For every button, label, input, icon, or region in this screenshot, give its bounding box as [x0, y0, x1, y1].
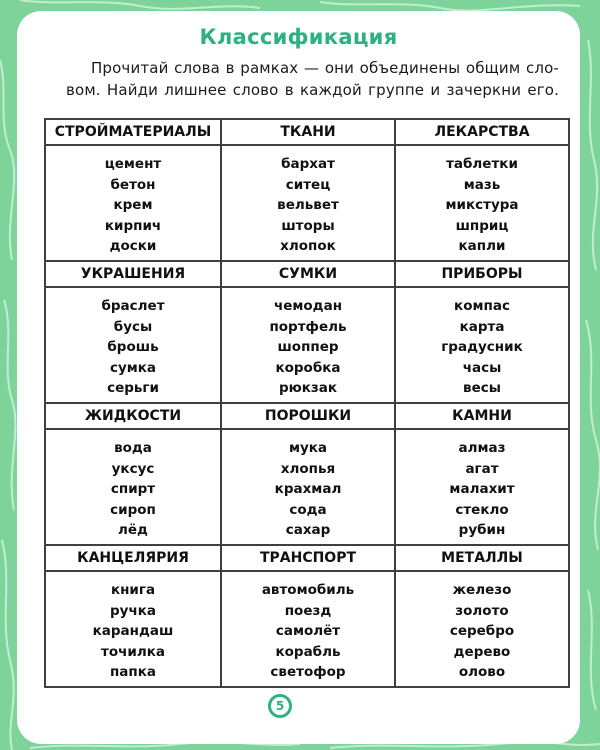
group-header: ЛЕКАРСТВА	[395, 119, 569, 145]
word-list	[395, 429, 569, 545]
word-item[interactable]: кирпич	[104, 217, 162, 234]
word-list	[221, 571, 395, 687]
word-item[interactable]: бусы	[113, 318, 153, 335]
word-item[interactable]: уксус	[111, 460, 155, 477]
header-row	[45, 261, 569, 287]
group-header: МЕТАЛЛЫ	[395, 545, 569, 571]
word-item[interactable]: малахит	[449, 481, 515, 497]
word-item[interactable]: спирт	[110, 481, 156, 497]
word-list	[395, 287, 569, 403]
word-item[interactable]: сода	[289, 501, 327, 518]
word-item[interactable]: крахмал	[274, 481, 342, 497]
word-item[interactable]: папка	[109, 664, 157, 680]
word-list	[221, 429, 395, 545]
classification-table	[44, 118, 570, 688]
word-item[interactable]: стекло	[455, 501, 509, 518]
word-item[interactable]: лёд	[118, 522, 148, 538]
page-title: Классификация	[199, 25, 398, 49]
group-header: СУМКИ	[221, 261, 395, 287]
words-row	[45, 429, 569, 545]
instruction-text	[66, 57, 559, 101]
word-list	[45, 571, 221, 687]
word-list	[221, 287, 395, 403]
group-header: ПРИБОРЫ	[395, 261, 569, 287]
word-item[interactable]: корабль	[275, 643, 341, 660]
word-item[interactable]: чемодан	[273, 298, 343, 314]
word-item[interactable]: сироп	[110, 501, 156, 518]
word-list	[221, 145, 395, 261]
word-item[interactable]: светофор	[270, 664, 346, 680]
word-item[interactable]: дерево	[453, 643, 511, 660]
word-item[interactable]: вельвет	[277, 197, 339, 213]
word-item[interactable]: весы	[463, 380, 501, 396]
word-item[interactable]: цемент	[104, 156, 162, 172]
word-item[interactable]: хлопья	[280, 460, 336, 477]
word-item[interactable]: шприц	[455, 217, 509, 234]
group-header: УКРАШЕНИЯ	[45, 261, 221, 287]
word-item[interactable]: портфель	[269, 318, 347, 335]
word-list	[45, 145, 221, 261]
word-item[interactable]: золото	[455, 602, 509, 619]
word-item[interactable]: точилка	[101, 643, 165, 660]
group-header: ЖИДКОСТИ	[45, 403, 221, 429]
word-item[interactable]: рюкзак	[278, 380, 338, 396]
word-item[interactable]: мука	[288, 440, 328, 456]
word-item[interactable]: сумка	[109, 359, 157, 376]
word-list	[45, 429, 221, 545]
instruction-line-1: Прочитай слова в рамках — они объединены общим сло-	[91, 59, 559, 77]
word-item[interactable]: градусник	[441, 339, 523, 355]
word-list	[45, 287, 221, 403]
word-list	[395, 145, 569, 261]
header-row	[45, 119, 569, 145]
word-item[interactable]: таблетки	[446, 156, 518, 172]
word-item[interactable]: вода	[114, 440, 152, 456]
word-item[interactable]: компас	[454, 298, 510, 314]
word-item[interactable]: мазь	[463, 176, 501, 193]
word-item[interactable]: рубин	[458, 522, 506, 538]
word-list	[395, 571, 569, 687]
words-row	[45, 571, 569, 687]
word-item[interactable]: капли	[458, 238, 506, 254]
word-item[interactable]: серьги	[107, 380, 159, 396]
word-item[interactable]: сахар	[285, 522, 331, 538]
word-item[interactable]: серебро	[449, 623, 515, 639]
header-row	[45, 545, 569, 571]
group-header: КАНЦЕЛЯРИЯ	[45, 545, 221, 571]
group-header: ТРАНСПОРТ	[221, 545, 395, 571]
word-item[interactable]: бархат	[281, 156, 335, 172]
words-row	[45, 287, 569, 403]
word-item[interactable]: шторы	[281, 217, 335, 234]
word-item[interactable]: агат	[465, 460, 499, 477]
group-header: КАМНИ	[395, 403, 569, 429]
word-item[interactable]: бетон	[110, 176, 156, 193]
words-row	[45, 145, 569, 261]
word-item[interactable]: книга	[110, 582, 156, 598]
word-item[interactable]: шоппер	[277, 339, 339, 355]
word-item[interactable]: браслет	[101, 298, 165, 314]
word-item[interactable]: коробка	[275, 359, 341, 376]
word-item[interactable]: поезд	[284, 602, 332, 619]
word-item[interactable]: ситец	[285, 176, 331, 193]
word-item[interactable]: микстура	[445, 197, 519, 213]
word-item[interactable]: алмаз	[458, 440, 506, 456]
group-header: СТРОЙМАТЕРИАЛЫ	[45, 119, 221, 145]
word-item[interactable]: самолёт	[275, 623, 341, 639]
group-header: ТКАНИ	[221, 119, 395, 145]
word-item[interactable]: часы	[462, 359, 502, 376]
word-item[interactable]: брошь	[107, 339, 159, 355]
group-header: ПОРОШКИ	[221, 403, 395, 429]
word-item[interactable]: карандаш	[92, 623, 174, 639]
word-item[interactable]: железо	[452, 582, 512, 598]
word-item[interactable]: карта	[459, 318, 505, 335]
word-item[interactable]: доски	[109, 238, 157, 254]
instruction-line-2: вом. Найди лишнее слово в каждой группе и зачеркни его.	[66, 81, 559, 99]
header-row	[45, 403, 569, 429]
word-item[interactable]: автомобиль	[261, 582, 355, 598]
word-item[interactable]: крем	[113, 197, 153, 213]
word-item[interactable]: хлопок	[280, 238, 336, 254]
word-item[interactable]: ручка	[109, 602, 156, 619]
page-number: 5	[271, 697, 289, 715]
word-item[interactable]: олово	[458, 664, 506, 680]
page-number-badge	[268, 694, 292, 718]
